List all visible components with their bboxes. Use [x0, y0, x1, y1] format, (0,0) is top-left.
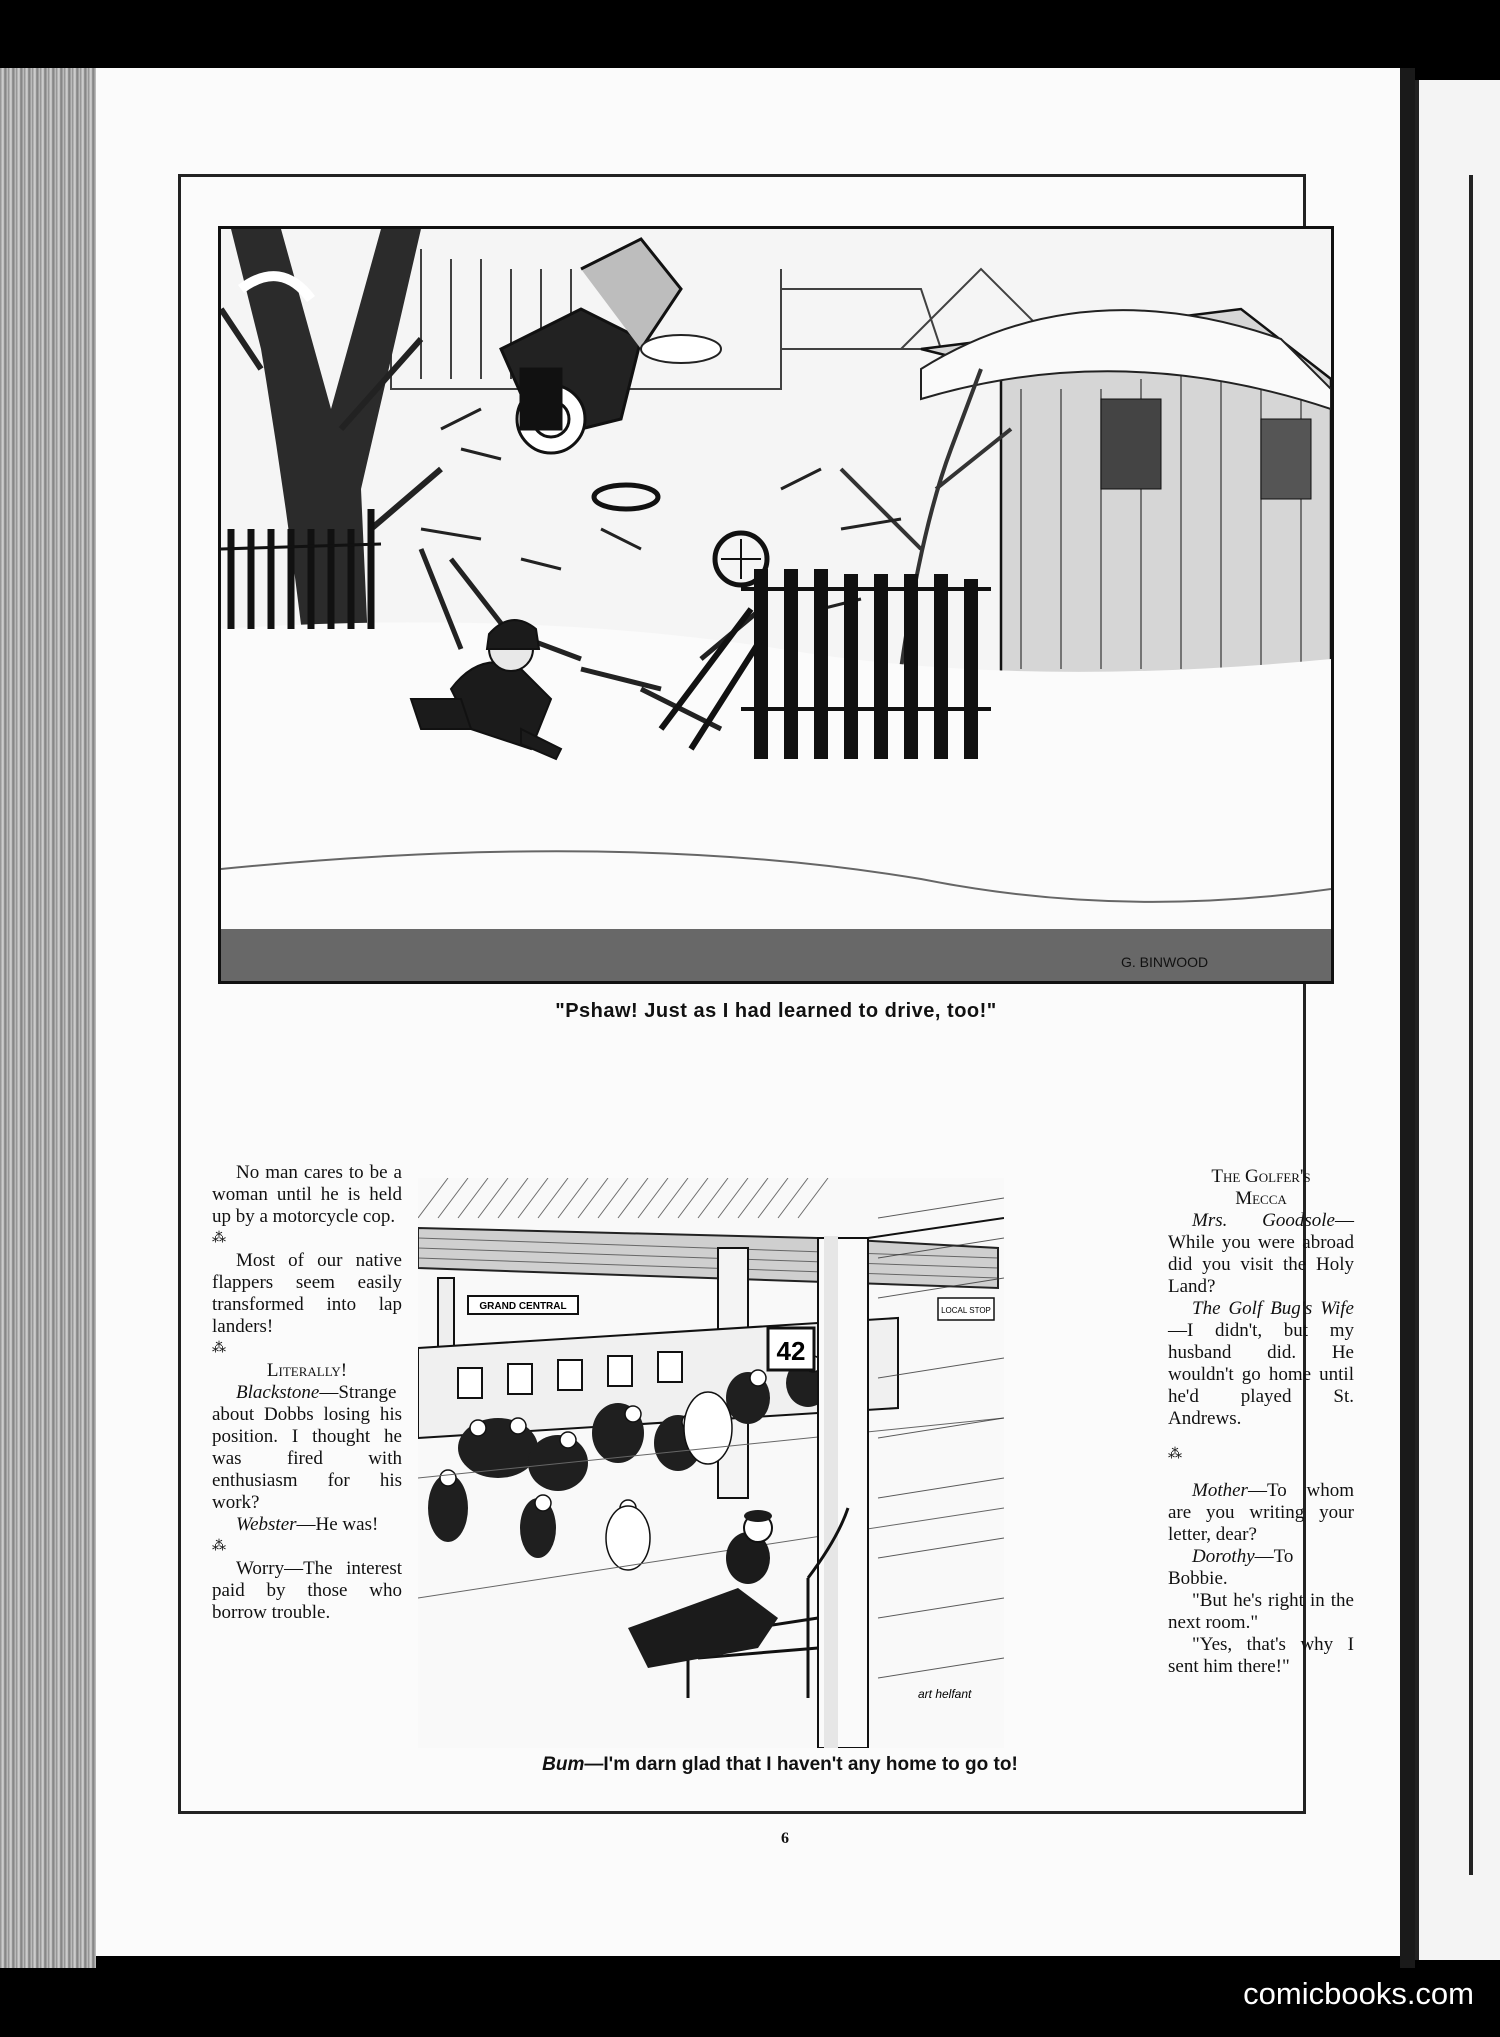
- joke-sent-him-there: "Yes, that's why I sent him there!": [1168, 1634, 1354, 1677]
- joke-flappers: Most of our native flappers seem easily transformed into lap landers!: [212, 1250, 402, 1337]
- speaker-golf-bug-wife: The Golf Bug's Wife: [1192, 1298, 1354, 1319]
- station-sign-text: GRAND CENTRAL: [479, 1301, 567, 1312]
- goodsole-line: —While you were abroad did you visit the Holy Land?: [1168, 1210, 1354, 1297]
- local-stop-text: LOCAL STOP: [941, 1306, 991, 1315]
- joke-webster: [212, 1514, 402, 1536]
- speaker-webster: Webster: [236, 1514, 297, 1535]
- joke-golf-bug-wife: [1168, 1298, 1354, 1430]
- speaker-mother: Mother: [1192, 1480, 1248, 1501]
- joke-dorothy: [1168, 1546, 1354, 1590]
- joke-goodsole: [1168, 1210, 1354, 1298]
- facing-page-rule: [1469, 175, 1473, 1875]
- joke-worry: Worry—The interest paid by those who borrow trouble.: [212, 1558, 402, 1623]
- bottom-cartoon-illustration: [418, 1178, 1004, 1748]
- speaker-blackstone: Blackstone: [236, 1382, 320, 1403]
- mother-line: —To whom are you writing your letter, dear?: [1168, 1480, 1354, 1545]
- literally-heading: Literally!: [266, 1360, 348, 1381]
- golfers-mecca-heading-line2: Mecca: [1235, 1188, 1287, 1209]
- dorothy-line: —To Bobbie.: [1168, 1546, 1294, 1589]
- grand-central-drawing: [418, 1178, 1004, 1748]
- webster-line: —He was!: [296, 1514, 379, 1535]
- platform-number-text: 42: [776, 1336, 806, 1366]
- blackstone-line: —Strange about Dobbs losing his position. I thought he was fired with enthusiasm for his work?: [212, 1382, 402, 1513]
- joke-next-room: "But he's right in the next room.": [1168, 1590, 1354, 1633]
- joke-motorcycle-cop: No man cares to be a woman until he is held up by a motorcycle cop.: [212, 1162, 402, 1227]
- caption-text: —I'm darn glad that I haven't any home to go to!: [584, 1754, 1018, 1775]
- top-cartoon-illustration: [218, 226, 1334, 984]
- book-page-edges: [0, 68, 96, 1968]
- caption-speaker-bum: Bum: [542, 1754, 585, 1775]
- speaker-dorothy: Dorothy: [1192, 1546, 1255, 1567]
- joke-mother: [1168, 1480, 1354, 1546]
- bottom-cartoon-signature: art helfant: [918, 1687, 972, 1701]
- golfers-mecca-heading: The Golfer's: [1211, 1166, 1311, 1187]
- bottom-cartoon-caption: [410, 1754, 1150, 1776]
- ornament-divider: ⁂: [212, 1231, 227, 1246]
- page-number: 6: [781, 1830, 789, 1847]
- ornament-divider: ⁂: [212, 1341, 227, 1356]
- book-gutter: [1400, 68, 1415, 1968]
- left-jokes-column: [212, 1162, 402, 1624]
- watermark-text: comicbooks.com: [1243, 1976, 1474, 2011]
- golf-bug-wife-line: —I didn't, but my husband did. He wouldn't go home until he'd played St. Andrews.: [1168, 1320, 1354, 1429]
- right-jokes-column: [1168, 1166, 1354, 1678]
- winter-crash-drawing: [221, 229, 1331, 981]
- ornament-divider: ⁂: [1168, 1447, 1183, 1462]
- top-cartoon-caption: "Pshaw! Just as I had learned to drive, too!": [555, 1000, 997, 1022]
- ornament-divider: ⁂: [212, 1539, 227, 1554]
- joke-blackstone: [212, 1382, 402, 1514]
- facing-page: [1415, 80, 1500, 1960]
- top-cartoon-signature: G. BINWOOD: [1121, 954, 1209, 970]
- scan-background: [0, 0, 1500, 68]
- speaker-goodsole: Mrs. Goodsole: [1192, 1210, 1335, 1231]
